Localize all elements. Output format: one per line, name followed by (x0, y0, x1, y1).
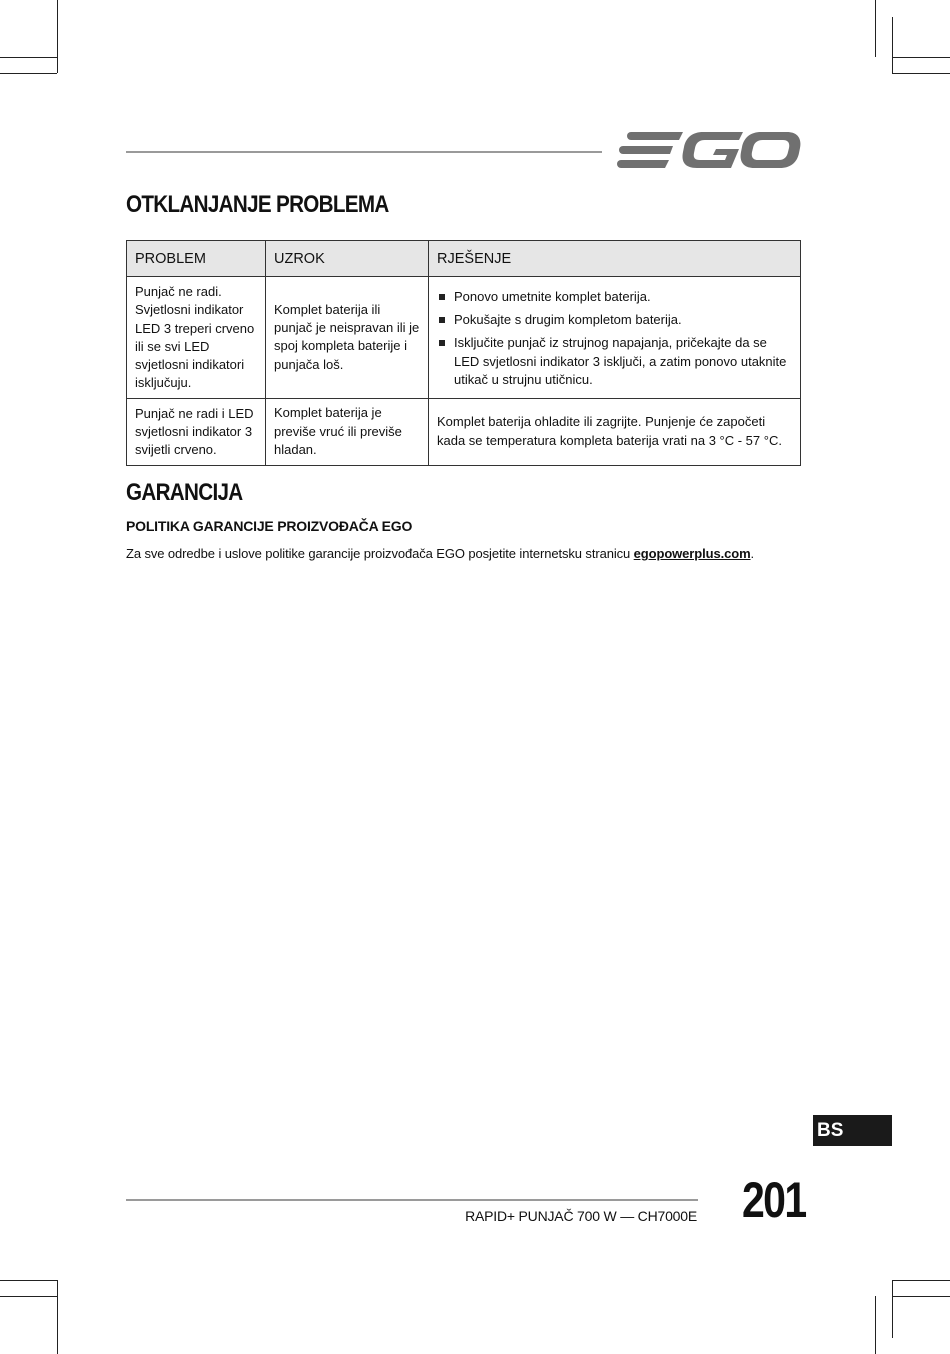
crop-mark (57, 1280, 58, 1354)
crop-mark (57, 0, 58, 73)
crop-mark (875, 0, 876, 57)
crop-mark (0, 1296, 57, 1297)
header-rule (126, 151, 602, 153)
crop-mark (0, 57, 57, 58)
crop-mark (0, 73, 57, 74)
solution-item: Ponovo umetnite komplet baterija. (437, 288, 792, 306)
crop-mark (892, 17, 893, 74)
solution-item: Pokušajte s drugim kompletom baterija. (437, 311, 792, 329)
section-title-warranty: GARANCIJA (126, 479, 243, 506)
crop-mark (892, 1280, 893, 1338)
solution-cell (429, 277, 801, 399)
warranty-text-end: . (750, 546, 755, 561)
warranty-subtitle: POLITIKA GARANCIJE PROIZVOĐAČA EGO (126, 518, 413, 534)
footer-product-name: RAPID+ PUNJAČ 700 W — CH7000E (465, 1208, 697, 1224)
column-header-cause: UZROK (266, 241, 429, 277)
footer-rule (126, 1199, 698, 1201)
crop-mark (875, 1296, 876, 1354)
column-header-solution: RJEŠENJE (429, 241, 801, 277)
problem-cell: Punjač ne radi. Svjetlosni indikator LED 3 treperi crveno ili se svi LED svjetlosni indikatori isključuju. (127, 277, 266, 399)
crop-mark (892, 1296, 950, 1297)
crop-mark (892, 1280, 950, 1281)
table-header-row (127, 241, 801, 277)
solution-cell: Komplet baterija ohladite ili zagrijte. Punjenje će započeti kada se temperatura kompleta baterija vrati na 3 °C - 57 °C. (429, 398, 801, 465)
language-badge: BS (813, 1115, 892, 1146)
table-row (127, 398, 801, 465)
crop-mark (892, 73, 950, 74)
cause-cell: Komplet baterija je previše vruć ili previše hladan. (266, 398, 429, 465)
ego-logo (617, 128, 801, 172)
crop-mark (0, 1280, 57, 1281)
warranty-paragraph (126, 546, 754, 561)
problem-cell: Punjač ne radi i LED svjetlosni indikator 3 svijetli crveno. (127, 398, 266, 465)
page-number: 201 (742, 1172, 806, 1228)
section-title-troubleshooting: OTKLANJANJE PROBLEMA (126, 191, 389, 218)
warranty-website-link[interactable]: egopowerplus.com (633, 546, 751, 561)
solution-item: Isključite punjač iz strujnog napajanja, pričekajte da se LED svjetlosni indikator 3 isključi, a zatim ponovo utaknite utikač u strujnu utičnicu. (437, 334, 792, 389)
crop-mark (892, 57, 950, 58)
cause-cell: Komplet baterija ili punjač je neispravan ili je spoj kompleta baterije i punjača loš. (266, 277, 429, 399)
warranty-text: Za sve odredbe i uslove politike garancije proizvođača EGO posjetite internetsku stranicu (126, 546, 634, 561)
troubleshooting-table (126, 240, 801, 466)
table-row (127, 277, 801, 399)
solution-list (437, 288, 792, 389)
column-header-problem: PROBLEM (127, 241, 266, 277)
